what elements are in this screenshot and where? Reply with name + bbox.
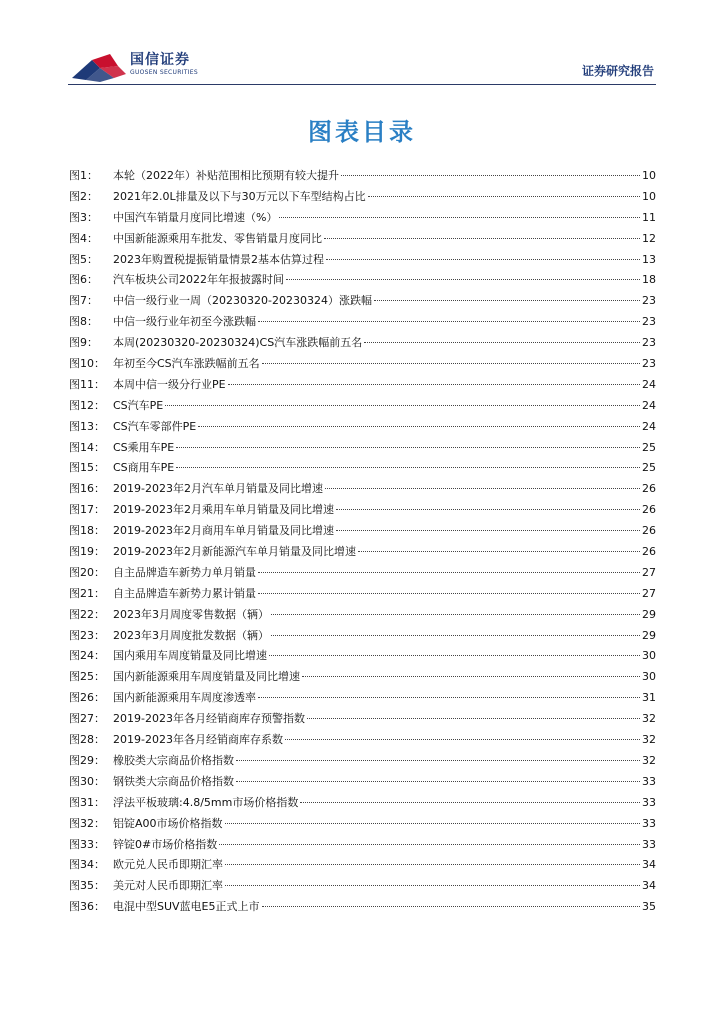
toc-entry-page: 29 [642, 607, 656, 621]
toc-dot-leader [225, 822, 640, 824]
toc-entry[interactable] [69, 584, 656, 605]
toc-entry-number: 图5： [69, 252, 98, 266]
toc-entry[interactable] [69, 751, 656, 772]
toc-entry-number: 图27： [69, 712, 105, 726]
toc-dot-leader [302, 675, 640, 677]
toc-entry-page: 11 [642, 210, 656, 224]
figure-toc-list [69, 166, 656, 918]
toc-entry-title: CS汽车零部件PE [113, 419, 197, 433]
toc-entry[interactable] [69, 897, 656, 918]
toc-entry-page: 12 [642, 231, 656, 245]
toc-entry-title: 本周(20230320-20230324)CS汽车涨跌幅前五名 [113, 336, 363, 350]
toc-entry-title: 2023年购置税提振销量情景2基本估算过程 [113, 252, 324, 266]
toc-entry-number: 图32： [69, 816, 105, 830]
toc-entry-title: 锌锭0#市场价格指数 [113, 837, 218, 851]
toc-entry-title: 橡胶类大宗商品价格指数 [113, 753, 234, 767]
toc-dot-leader [324, 237, 640, 239]
toc-dot-leader [262, 905, 640, 907]
toc-entry-page: 32 [642, 712, 656, 726]
toc-entry-title: 电混中型SUV蓝电E5正式上市 [113, 900, 260, 914]
toc-entry[interactable] [69, 291, 656, 312]
toc-entry-page: 26 [642, 524, 656, 538]
toc-entry[interactable] [69, 876, 656, 897]
toc-entry[interactable] [69, 166, 656, 187]
toc-dot-leader [336, 529, 640, 531]
toc-entry-page: 23 [642, 357, 656, 371]
toc-dot-leader [341, 174, 640, 176]
toc-entry-title: 2019-2023年2月商用车单月销量及同比增速 [113, 524, 334, 538]
toc-entry-page: 32 [642, 753, 656, 767]
toc-entry-page: 32 [642, 733, 656, 747]
toc-entry-page: 27 [642, 586, 656, 600]
toc-entry[interactable] [69, 563, 656, 584]
toc-entry-page: 33 [642, 795, 656, 809]
toc-entry-number: 图30： [69, 774, 105, 788]
toc-entry-page: 24 [642, 377, 656, 391]
toc-entry[interactable] [69, 417, 656, 438]
toc-entry-page: 30 [642, 670, 656, 684]
toc-entry-title: 汽车板块公司2022年年报披露时间 [113, 273, 284, 287]
toc-dot-leader [176, 466, 640, 468]
toc-entry[interactable] [69, 542, 656, 563]
toc-entry-title: 自主品牌造车新势力单月销量 [113, 565, 256, 579]
toc-entry[interactable] [69, 229, 656, 250]
toc-entry[interactable] [69, 396, 656, 417]
toc-entry[interactable] [69, 458, 656, 479]
toc-entry-number: 图11： [69, 377, 105, 391]
toc-dot-leader [198, 425, 640, 427]
toc-entry-title: 铝锭A00市场价格指数 [113, 816, 223, 830]
toc-entry-page: 34 [642, 858, 656, 872]
toc-dot-leader [368, 195, 640, 197]
toc-entry-title: 中国新能源乘用车批发、零售销量月度同比 [113, 231, 322, 245]
toc-entry-title: CS乘用车PE [113, 440, 175, 454]
toc-entry-title: 美元对人民币即期汇率 [113, 879, 223, 893]
toc-entry-number: 图3： [69, 210, 98, 224]
toc-dot-leader [165, 404, 640, 406]
toc-dot-leader [219, 843, 640, 845]
toc-entry-number: 图7： [69, 294, 98, 308]
toc-entry-number: 图33： [69, 837, 105, 851]
toc-entry-title: CS汽车PE [113, 398, 164, 412]
toc-entry[interactable] [69, 187, 656, 208]
toc-entry-number: 图20： [69, 565, 105, 579]
toc-dot-leader [258, 696, 640, 698]
toc-entry-number: 图22： [69, 607, 105, 621]
toc-dot-leader [286, 278, 640, 280]
toc-entry[interactable] [69, 333, 656, 354]
toc-entry-number: 图26： [69, 691, 105, 705]
toc-dot-leader [225, 884, 640, 886]
toc-entry-number: 图1： [69, 169, 98, 182]
brand-en: GUOSEN SECURITIES [130, 69, 199, 76]
toc-dot-leader [358, 550, 640, 552]
toc-entry-number: 图18： [69, 524, 105, 538]
toc-entry-number: 图16： [69, 482, 105, 496]
toc-dot-leader [236, 780, 640, 782]
toc-entry[interactable] [69, 605, 656, 626]
toc-dot-leader [228, 383, 640, 385]
toc-entry-page: 27 [642, 565, 656, 579]
page-header [68, 48, 656, 85]
toc-entry-page: 10 [642, 189, 656, 203]
toc-entry-title: 自主品牌造车新势力累计销量 [113, 586, 256, 600]
toc-entry-page: 26 [642, 545, 656, 559]
toc-entry[interactable] [69, 208, 656, 229]
toc-entry-number: 图6： [69, 273, 98, 287]
toc-entry-title: 国内新能源乘用车周度销量及同比增速 [113, 670, 300, 684]
toc-entry-number: 图31： [69, 795, 105, 809]
toc-entry[interactable] [69, 312, 656, 333]
toc-entry-number: 图8： [69, 315, 98, 329]
toc-entry[interactable] [69, 500, 656, 521]
brand-name [130, 52, 198, 78]
toc-entry-title: 2019-2023年2月乘用车单月销量及同比增速 [113, 503, 334, 517]
toc-entry-number: 图12： [69, 398, 105, 412]
toc-dot-leader [279, 216, 640, 218]
toc-entry-title: CS商用车PE [113, 461, 175, 475]
toc-dot-leader [225, 863, 640, 865]
toc-entry-title: 中信一级行业年初至今涨跌幅 [113, 315, 256, 329]
brand-cn: 国信证券 [130, 52, 190, 68]
toc-dot-leader [336, 508, 640, 510]
toc-dot-leader [258, 592, 640, 594]
toc-entry[interactable] [69, 354, 656, 375]
toc-entry[interactable] [69, 250, 656, 271]
toc-entry-page: 23 [642, 336, 656, 350]
toc-entry-page: 13 [642, 252, 656, 266]
page-title: 图表目录 [308, 118, 416, 146]
toc-entry[interactable] [69, 835, 656, 856]
toc-entry-number: 图35： [69, 879, 105, 893]
toc-entry[interactable] [69, 479, 656, 500]
toc-entry-title: 国内乘用车周度销量及同比增速 [113, 649, 267, 663]
toc-entry-number: 图29： [69, 753, 105, 767]
toc-dot-leader [258, 320, 640, 322]
toc-entry-page: 23 [642, 294, 656, 308]
toc-entry-page: 33 [642, 816, 656, 830]
toc-entry-title: 本轮（2022年）补贴范围相比预期有较大提升 [113, 169, 339, 182]
toc-entry-title: 2019-2023年2月汽车单月销量及同比增速 [113, 482, 323, 496]
toc-dot-leader [364, 341, 640, 343]
toc-entry-title: 中国汽车销量月度同比增速（%） [113, 210, 278, 224]
toc-entry-title: 2019-2023年2月新能源汽车单月销量及同比增速 [113, 545, 356, 559]
toc-entry-page: 26 [642, 503, 656, 517]
toc-entry-title: 年初至今CS汽车涨跌幅前五名 [113, 357, 260, 371]
toc-entry-number: 图4： [69, 231, 98, 245]
toc-entry[interactable] [69, 667, 656, 688]
toc-dot-leader [258, 571, 640, 573]
toc-entry-number: 图2： [69, 189, 98, 203]
toc-entry-page: 23 [642, 315, 656, 329]
toc-entry-number: 图36： [69, 900, 105, 914]
guosen-logo-icon [70, 52, 130, 84]
toc-dot-leader [307, 717, 640, 719]
toc-dot-leader [262, 362, 640, 364]
toc-entry-title: 国内新能源乘用车周度渗透率 [113, 691, 256, 705]
toc-entry-title: 2023年3月周度批发数据（辆） [113, 628, 269, 642]
toc-dot-leader [236, 759, 640, 761]
toc-entry[interactable] [69, 709, 656, 730]
toc-entry-number: 图9： [69, 336, 98, 350]
toc-entry-number: 图10： [69, 357, 105, 371]
toc-entry-page: 33 [642, 837, 656, 851]
toc-entry[interactable] [69, 375, 656, 396]
toc-entry-number: 图13： [69, 419, 105, 433]
toc-entry[interactable] [69, 772, 656, 793]
toc-entry-number: 图28： [69, 733, 105, 747]
toc-entry-title: 2021年2.0L排量及以下与30万元以下车型结构占比 [113, 189, 366, 203]
toc-entry[interactable] [69, 688, 656, 709]
toc-entry-page: 25 [642, 440, 656, 454]
toc-dot-leader [300, 801, 640, 803]
toc-entry[interactable] [69, 270, 656, 291]
toc-entry-title: 欧元兑人民币即期汇率 [113, 858, 223, 872]
toc-entry-page: 33 [642, 774, 656, 788]
toc-entry-title: 2023年3月周度零售数据（辆） [113, 607, 269, 621]
toc-dot-leader [271, 613, 640, 615]
toc-entry-number: 图25： [69, 670, 105, 684]
toc-entry-number: 图24： [69, 649, 105, 663]
toc-entry-number: 图15： [69, 461, 105, 475]
toc-entry-page: 29 [642, 628, 656, 642]
toc-entry-page: 34 [642, 879, 656, 893]
toc-entry[interactable] [69, 626, 656, 647]
toc-dot-leader [269, 654, 640, 656]
toc-entry-page: 25 [642, 461, 656, 475]
toc-entry-title: 中信一级行业一周（20230320-20230324）涨跌幅 [113, 294, 372, 308]
toc-entry-page: 35 [642, 900, 656, 914]
toc-entry-page: 24 [642, 398, 656, 412]
toc-entry[interactable] [69, 814, 656, 835]
toc-dot-leader [374, 299, 640, 301]
toc-entry-page: 30 [642, 649, 656, 663]
toc-dot-leader [176, 446, 640, 448]
toc-entry[interactable] [69, 521, 656, 542]
toc-entry-page: 31 [642, 691, 656, 705]
toc-dot-leader [285, 738, 640, 740]
toc-entry-title: 2019-2023年各月经销商库存系数 [113, 733, 283, 747]
toc-dot-leader [325, 487, 640, 489]
toc-entry-number: 图34： [69, 858, 105, 872]
toc-entry-page: 10 [642, 169, 656, 182]
toc-entry-number: 图21： [69, 586, 105, 600]
toc-entry[interactable] [69, 646, 656, 667]
toc-entry-number: 图19： [69, 545, 105, 559]
toc-entry-title: 浮法平板玻璃:4.8/5mm市场价格指数 [113, 795, 299, 809]
toc-dot-leader [271, 634, 640, 636]
toc-dot-leader [326, 258, 640, 260]
toc-entry[interactable] [69, 855, 656, 876]
toc-entry-page: 18 [642, 273, 656, 287]
toc-entry-number: 图23： [69, 628, 105, 642]
toc-entry-title: 本周中信一级分行业PE [113, 377, 226, 391]
toc-entry-number: 图14： [69, 440, 105, 454]
toc-entry-page: 24 [642, 419, 656, 433]
toc-entry[interactable] [69, 793, 656, 814]
toc-entry-page: 26 [642, 482, 656, 496]
report-type-label: 证券研究报告 [581, 64, 654, 78]
toc-entry-title: 钢铁类大宗商品价格指数 [113, 774, 234, 788]
toc-entry-title: 2019-2023年各月经销商库存预警指数 [113, 712, 305, 726]
toc-entry[interactable] [69, 438, 656, 459]
toc-entry-number: 图17： [69, 503, 105, 517]
toc-entry[interactable] [69, 730, 656, 751]
